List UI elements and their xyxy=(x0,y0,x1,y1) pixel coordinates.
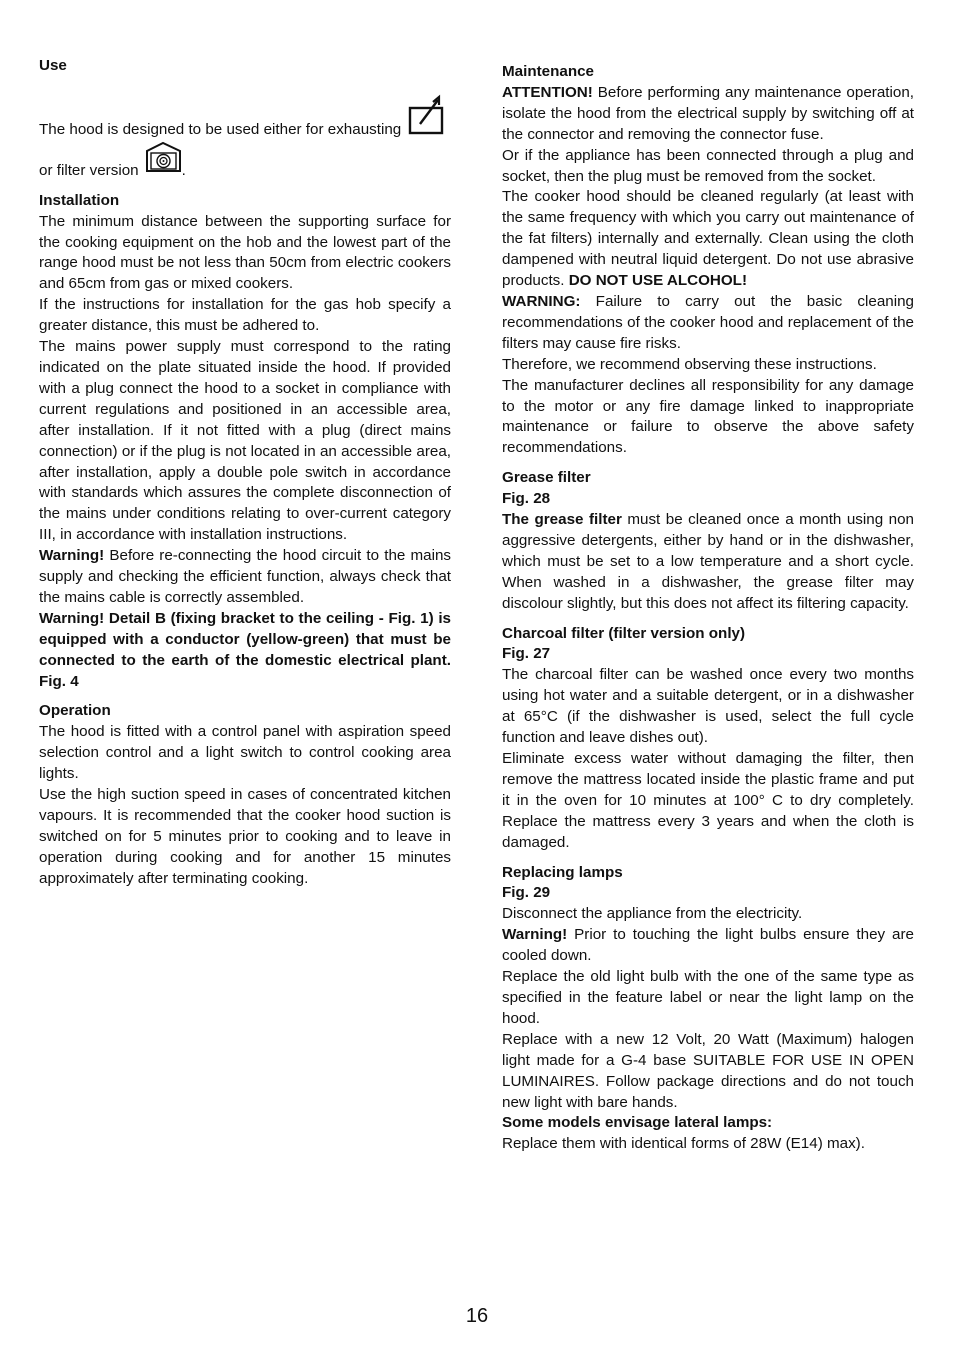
maintenance-p4 xyxy=(502,292,914,355)
maintenance-p5: Therefore, we recommend observing these instructions. xyxy=(502,355,877,373)
maintenance-p6: The manufacturer declines all responsibility for any damage to the motor or any fire damage linked to inappropriate maintenance or failure to observe the above safety recommendations. xyxy=(502,376,914,457)
maintenance-p2: Or if the appliance has been connected through a plug and socket, then the plug must be removed from the socket. xyxy=(502,146,914,185)
grease-heading: Grease filter xyxy=(502,469,591,487)
charcoal-p1: The charcoal filter can be washed once every two months using hot water and a suitable detergent, or in a dishwasher at 65°C (if the dishwasher is used, select the full cycle function and leave dishes out). xyxy=(502,666,914,747)
use-line-exhaust xyxy=(39,94,451,141)
use-text-filter: or filter version xyxy=(39,161,139,179)
lamps-p2 xyxy=(502,925,914,967)
lamps-p5: Some models envisage lateral lamps: xyxy=(502,1114,773,1132)
lamps-fig: Fig. 29 xyxy=(502,884,551,902)
lamps-warning-text: Prior to touching the light bulbs ensure they are cooled down. xyxy=(502,926,914,965)
use-text-exhaust: The hood is designed to be used either for exhausting xyxy=(39,120,402,138)
lamps-warning-label: Warning! xyxy=(502,926,568,944)
filter-hood-icon xyxy=(145,141,182,180)
charcoal-heading: Charcoal filter (filter version only) xyxy=(502,624,746,642)
operation-p2: Use the high suction speed in cases of concentrated kitchen vapours. It is recommended that the cooker hood suction is switched on for 5 minutes prior to cooking and to leave in operation during cooking and for another 15 minutes approximately after terminating cooking. xyxy=(39,786,451,887)
charcoal-fig: Fig. 27 xyxy=(502,645,551,663)
use-line-filter xyxy=(39,141,451,182)
installation-p5: Warning! Detail B (fixing bracket to the ceiling - Fig. 1) is equipped with a conductor (yellow-green) that must be connected to the earth of the domestic electrical plant. Fig. 4 xyxy=(39,609,451,690)
maintenance-p1 xyxy=(502,83,914,146)
maintenance-warning-text: Failure to carry out the basic cleaning recommendations of the cooker hood and replacement of the filters may cause fire risks. xyxy=(502,292,914,352)
page-number: 16 xyxy=(465,1305,489,1327)
use-text-filter-end: . xyxy=(181,161,186,179)
maintenance-attention-text: Before performing any maintenance operation, isolate the hood from the electrical supply by switching off at the connector and removing the connector fuse. xyxy=(502,83,914,143)
left-column xyxy=(39,56,451,890)
maintenance-heading: Maintenance xyxy=(502,63,594,80)
lamps-p3: Replace the old light bulb with the one of the same type as specified in the feature label or near the light lamp on the hood. xyxy=(502,968,914,1027)
grease-filter-text: must be cleaned once a month using non aggressive detergents, either by hand or in the dishwasher, which must be set to a low temperature and a short cycle. When washed in a dishwasher, the grease filter may discolour slightly, but this does not affect its filtering capacity. xyxy=(502,511,914,612)
maintenance-cleaning-text: The cooker hood should be cleaned regularly (at least with the same frequency with which you carry out maintenance of the fat filters) internally and externally. Clean using the cloth dampened with neutral liquid detergent. Do not use abrasive products. xyxy=(502,188,914,290)
installation-p1: The minimum distance between the supporting surface for the cooking equipment on the hob and the lowest part of the range hood must be not less than 50cm from electric cookers and 65cm from gas or mixed cookers. xyxy=(39,212,451,293)
maintenance-attention-label: ATTENTION! xyxy=(502,83,593,101)
lamps-heading: Replacing lamps xyxy=(502,863,623,881)
use-heading: Use xyxy=(39,57,67,74)
installation-p2: If the instructions for installation for the gas hob specify a greater distance, this must be adhered to. xyxy=(39,296,451,335)
installation-warning-text: Before re-connecting the hood circuit to the mains supply and checking the efficient function, always check that the mains cable is correctly assembled. xyxy=(39,547,451,606)
maintenance-warning-label: WARNING: xyxy=(502,292,581,310)
installation-warning-label: Warning! xyxy=(39,547,105,565)
lamps-p4: Replace with a new 12 Volt, 20 Watt (Maximum) halogen light made for a G-4 base SUITABLE FOR USE IN OPEN LUMINAIRES. Follow package directions and do not touch new light with bare hands. xyxy=(502,1030,914,1111)
lamps-p6: Replace them with identical forms of 28W (E14) max). xyxy=(502,1135,865,1153)
operation-p1: The hood is fitted with a control panel with aspiration speed selection control and a light switch to control cooking area lights. xyxy=(39,723,451,783)
grease-p1 xyxy=(502,510,914,615)
lamps-p1: Disconnect the appliance from the electricity. xyxy=(502,905,803,923)
installation-p3: The mains power supply must correspond to the rating indicated on the plate situated inside the hood. If provided with a plug connect the hood to a socket in compliance with current regulations and positioned in an accessible area, after installation. If it not fitted with a plug (direct mains connection) or if the plug is not located in an accessible area, after installation, apply a double pole switch in accordance with standards which assures the complete disconnection of the mains under conditions relating to over-current category III, in accordance with installation instructions. xyxy=(39,338,451,544)
charcoal-p2: Eliminate excess water without damaging the filter, then remove the mattress located inside the plastic frame and put it in the oven for 10 minutes at 100° C to dry completely. Replace the mattress every 3 years and when the cloth is damaged. xyxy=(502,750,914,851)
operation-heading: Operation xyxy=(39,702,111,720)
spacer xyxy=(39,77,451,94)
maintenance-p3 xyxy=(502,187,914,292)
grease-fig: Fig. 28 xyxy=(502,490,551,508)
installation-heading: Installation xyxy=(39,191,120,209)
installation-p4 xyxy=(39,546,451,609)
exhaust-hood-icon xyxy=(408,94,446,143)
maintenance-no-alcohol: DO NOT USE ALCOHOL! xyxy=(568,272,748,290)
right-column xyxy=(502,62,914,1155)
grease-filter-label: The grease filter xyxy=(502,511,622,529)
